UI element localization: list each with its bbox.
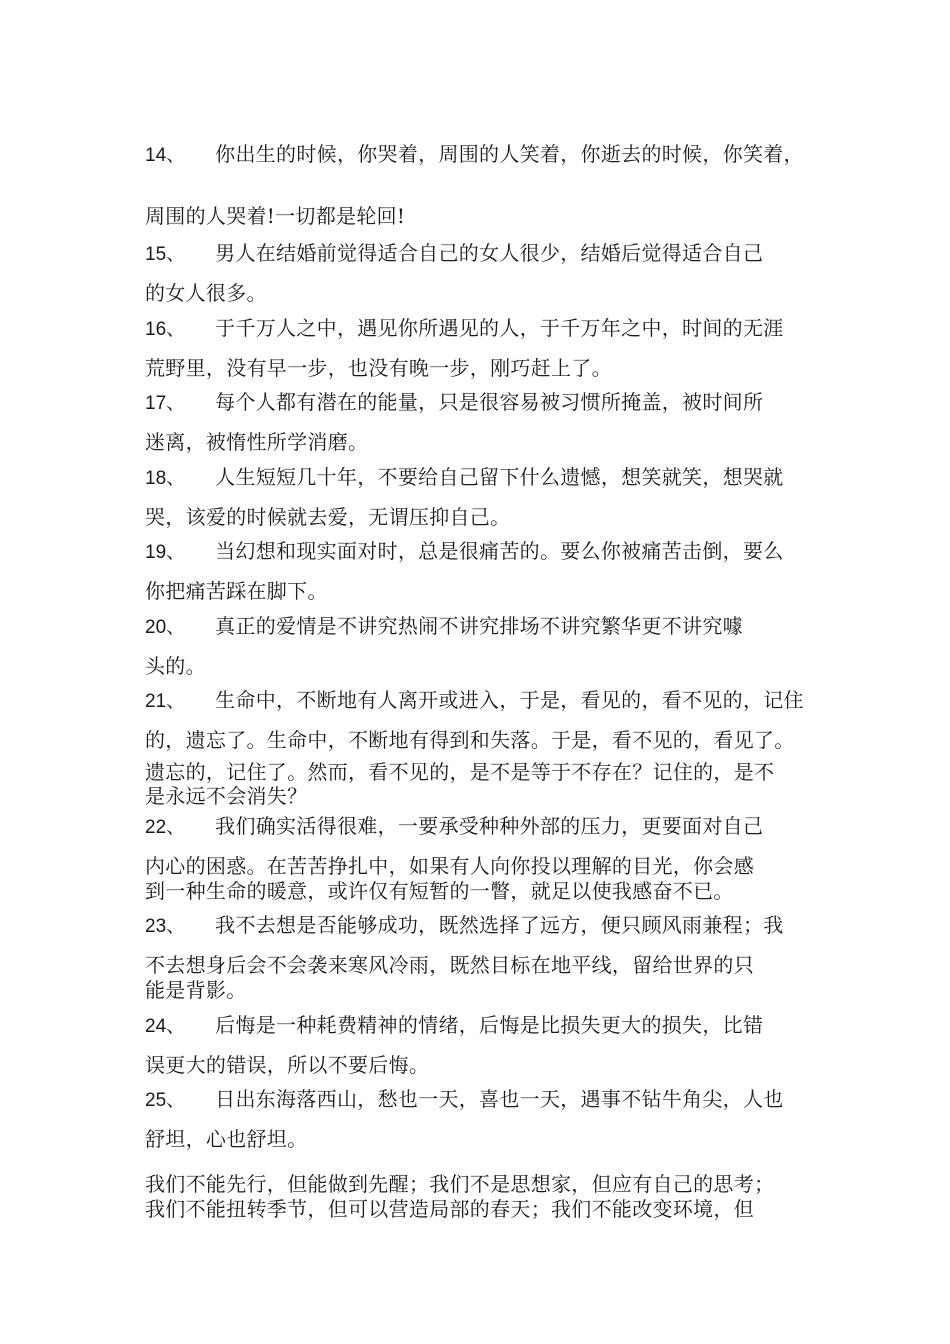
- text-line: [145, 1009, 763, 1038]
- text-line: [145, 426, 368, 455]
- line-text: 当幻想和现实面对时，总是很痛苦的。要么你被痛苦击倒，要么: [215, 539, 784, 563]
- line-text: 的女人很多。: [145, 281, 267, 305]
- entry-number: 15、: [145, 244, 186, 265]
- text-line: [145, 610, 743, 639]
- entry-number: 17、: [145, 393, 186, 414]
- line-text: 的，遗忘了。生命中，不断地有得到和失落。于是，看不见的，看见了。: [145, 728, 795, 752]
- text-line: [145, 200, 405, 229]
- text-line: [145, 386, 763, 415]
- entry-number: 14、: [145, 145, 186, 166]
- entry-number: 19、: [145, 542, 186, 563]
- entry-number: 18、: [145, 468, 186, 489]
- line-text: 不去想身后会不会袭来寒风冷雨，既然目标在地平线，留给世界的只: [145, 953, 754, 977]
- text-line: [145, 501, 510, 530]
- entry-number: 20、: [145, 617, 186, 638]
- line-text: 哭，该爱的时候就去爱，无谓压抑自己。: [145, 505, 511, 529]
- text-line: [145, 650, 206, 679]
- text-line: [145, 909, 784, 938]
- text-line: [145, 1123, 307, 1152]
- line-text: 我不去想是否能够成功，既然选择了远方，便只顾风雨兼程；我: [215, 913, 784, 937]
- entry-number: 16、: [145, 319, 186, 340]
- text-line: [145, 138, 804, 167]
- line-text: 真正的爱情是不讲究热闹不讲究排场不讲究繁华更不讲究噱: [215, 614, 743, 638]
- text-line: [145, 684, 804, 713]
- entry-number: 21、: [145, 691, 186, 712]
- line-text: 你把痛苦踩在脚下。: [145, 579, 328, 603]
- line-text: 是永远不会消失？: [145, 784, 308, 808]
- line-text: 舒坦，心也舒坦。: [145, 1127, 308, 1151]
- text-line: [145, 312, 784, 341]
- line-text: 生命中，不断地有人离开或进入，于是，看见的，看不见的，记住: [215, 688, 804, 712]
- text-line: [145, 352, 612, 381]
- entry-number: 23、: [145, 916, 186, 937]
- line-text: 误更大的错误，所以不要后悔。: [145, 1053, 430, 1077]
- text-line: [145, 875, 734, 904]
- entry-number: 24、: [145, 1016, 186, 1037]
- line-text: 于千万人之中，遇见你所遇见的人，于千万年之中，时间的无涯: [215, 316, 784, 340]
- text-line: [145, 1083, 784, 1112]
- line-text: 后悔是一种耗费精神的情绪，后悔是比损失更大的损失，比错: [215, 1013, 764, 1037]
- line-text: 迷离，被惰性所学消磨。: [145, 430, 369, 454]
- line-text: 头的。: [145, 654, 206, 678]
- text-line: [145, 535, 784, 564]
- text-line: [145, 575, 328, 604]
- text-line: [145, 974, 247, 1003]
- line-text: 遗忘的，记住了。然而，看不见的，是不是等于不存在？记住的，是不: [145, 760, 775, 784]
- text-line: [145, 461, 784, 490]
- text-line: [145, 1193, 754, 1222]
- line-text: 我们不能扭转季节，但可以营造局部的春天；我们不能改变环境，但: [145, 1197, 754, 1221]
- line-text: 人生短短几十年，不要给自己留下什么遗憾，想笑就笑，想哭就: [215, 465, 784, 489]
- line-text: 日出东海落西山，愁也一天，喜也一天，遇事不钻牛角尖，人也: [215, 1087, 784, 1111]
- line-text: 我们确实活得很难，一要承受种种外部的压力，更要面对自己: [215, 814, 764, 838]
- text-line: [145, 237, 763, 266]
- entry-number: 25、: [145, 1090, 186, 1111]
- text-line: [145, 724, 795, 753]
- line-text: 周围的人哭着!一切都是轮回!: [145, 204, 406, 228]
- text-line: [145, 780, 307, 809]
- line-text: 每个人都有潜在的能量，只是很容易被习惯所掩盖，被时间所: [215, 390, 764, 414]
- line-text: 能是背影。: [145, 978, 247, 1002]
- entry-number: 22、: [145, 817, 186, 838]
- line-text: 荒野里，没有早一步，也没有晚一步，刚巧赶上了。: [145, 356, 612, 380]
- text-line: [145, 277, 267, 306]
- text-line: [145, 810, 763, 839]
- line-text: 你出生的时候，你哭着，周围的人笑着，你逝去的时候，你笑着，: [215, 142, 804, 166]
- line-text: 我们不能先行，但能做到先醒；我们不是思想家，但应有自己的思考；: [145, 1172, 775, 1196]
- line-text: 内心的困惑。在苦苦挣扎中，如果有人向你投以理解的目光，你会感: [145, 854, 754, 878]
- line-text: 到一种生命的暖意，或许仅有短暂的一瞥，就足以使我感奋不已。: [145, 879, 734, 903]
- line-text: 男人在结婚前觉得适合自己的女人很少，结婚后觉得适合自己: [215, 241, 764, 265]
- text-line: [145, 1049, 429, 1078]
